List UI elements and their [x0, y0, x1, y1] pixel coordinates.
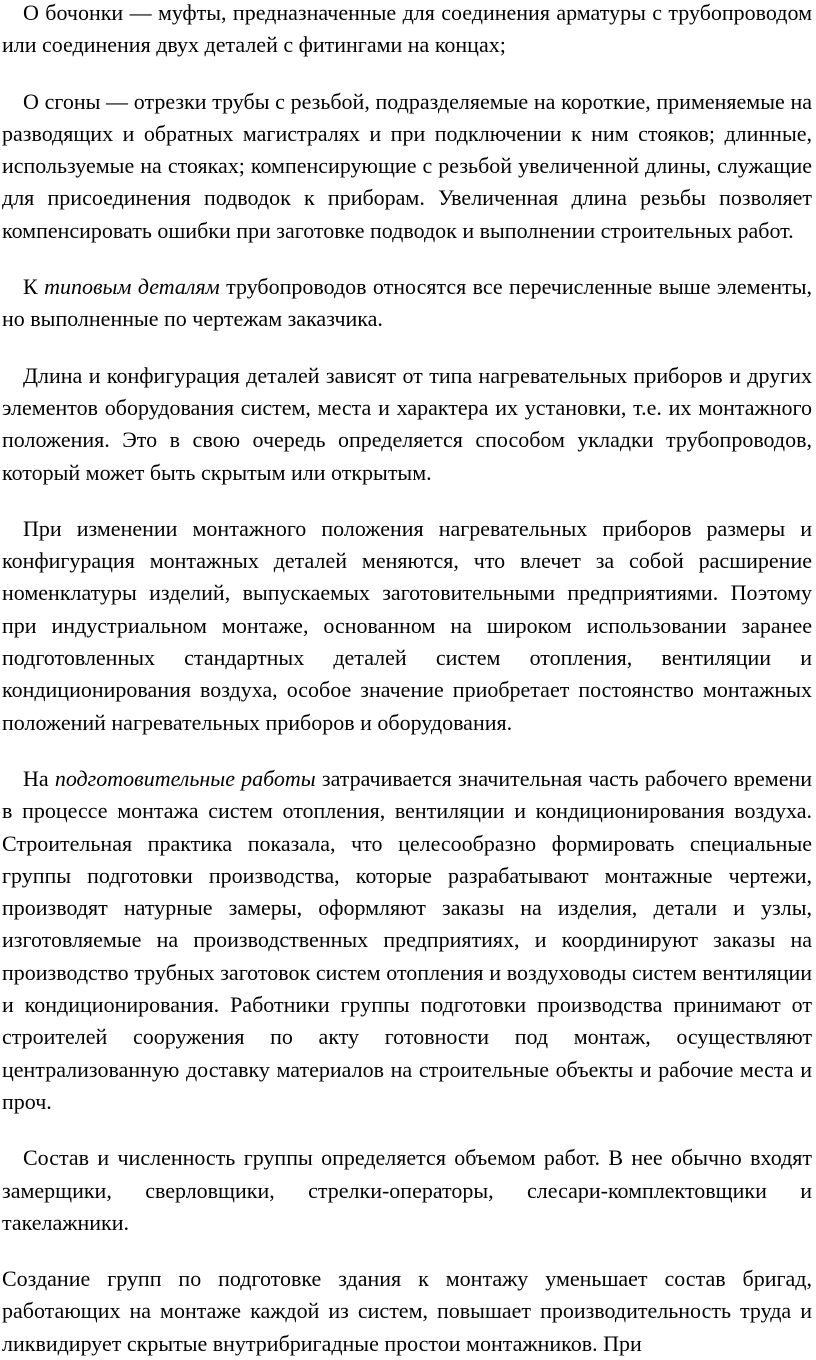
paragraph-pipe-nipples [2, 86, 812, 247]
paragraph-group-composition-text: Состав и численность группы определяется объемом работ. В нее обычно входят замерщики, сверловщики, стрелки-операторы, слесари-комплектовщики и такелажники. [2, 1145, 812, 1235]
paragraph-length-configuration [2, 360, 812, 489]
term-typical-parts: типовым деталям [44, 274, 220, 300]
paragraph-length-configuration-text: Длина и конфигурация деталей зависят от типа нагревательных приборов и других элементов оборудования систем, места и характера их установки, т.е. их монтажного положения. Это в свою очередь определяется способом укладки трубопроводов, который может быть скрытым или открытым. [2, 362, 812, 485]
paragraph-typical-parts [2, 271, 812, 336]
paragraph-group-composition [2, 1142, 812, 1239]
paragraph-group-creation-text: Создание групп по подготовке здания к монтажу уменьшает состав бригад, работающих на монтаже каждой из систем, повышает производительность труда и ликвидирует скрытые внутрибригадные простои монтажников. При [2, 1266, 812, 1356]
paragraph-preparatory-works-before: На [23, 765, 55, 791]
paragraph-mounting-position [2, 513, 812, 739]
paragraph-couplings-text: О бочонки — муфты, предназначенные для соединения арматуры с трубопроводом или соединения двух деталей с фитингами на концах; [2, 0, 812, 58]
paragraph-typical-parts-before: К [23, 274, 45, 300]
paragraph-group-creation [2, 1263, 812, 1360]
paragraph-pipe-nipples-text: О сгоны — отрезки трубы с резьбой, подразделяемые на короткие, применяемые на разводящих и обратных магистралях и при подключении к ним стояков; длинные, используемые на стояках; компенсирующие с резьбой увеличенной длины, служащие для присоединения подводок к приборам. Увеличенная длина резьбы позволяет компенсировать ошибки при заготовке подводок и выполнении строительных работ. [2, 88, 812, 243]
paragraph-preparatory-works [2, 763, 812, 1118]
paragraph-couplings [2, 0, 812, 62]
paragraph-mounting-position-text: При изменении монтажного положения нагревательных приборов размеры и конфигурация монтажных деталей меняются, что влечет за собой расширение номенклатуры изделий, выпускаемых заготовительными предприятиями. Поэтому при индустриальном монтаже, основанном на широком использовании заранее подготовленных стандартных деталей систем отопления, вентиляции и кондиционирования воздуха, особое значение приобретает постоянство монтажных положений нагревательных приборов и оборудования. [2, 515, 812, 735]
paragraph-preparatory-works-after: затрачивается значительная часть рабочего времени в процессе монтажа систем отопления, вентиляции и кондиционирования воздуха. Строительная практика показала, что целесообразно формировать специальные группы подготовки производства, которые разрабатывают монтажные чертежи, производят натурные замеры, оформляют заказы на изделия, детали и узлы, изготовляемые на производственных предприятиях, и координируют заказы на производство трубных заготовок систем отопления и воздуховоды систем вентиляции и кондиционирования. Работники группы подготовки производства принимают от строителей сооружения по акту готовности под монтаж, осуществляют централизованную доставку материалов на строительные объекты и рабочие места и проч. [2, 765, 813, 1114]
paragraph-typical-parts-after: трубопроводов относятся все перечисленные выше элементы, но выполненные по чертежам заказчика. [2, 274, 812, 332]
term-preparatory-works: подготовительные работы [54, 765, 316, 791]
